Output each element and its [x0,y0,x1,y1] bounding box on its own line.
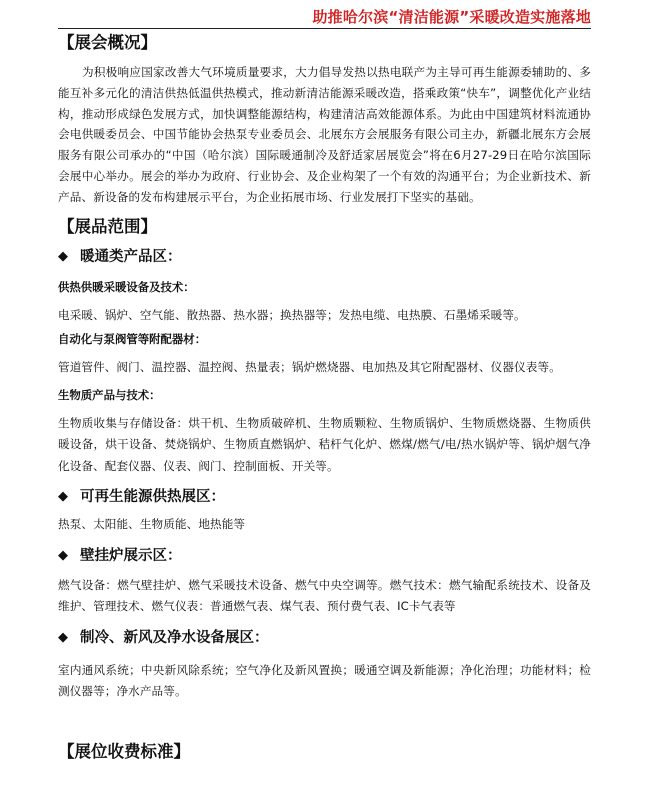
heating-equipment-text: 电采暖、锅炉、空气能、散热器、热水器；换热器等；发热电缆、电热膜、石墨烯采暖等。 [58,307,526,322]
hvac-zone-heading [58,247,591,267]
diamond-bullet-icon: ◆ [58,547,68,563]
diamond-bullet-icon: ◆ [58,629,68,645]
renewable-zone-text: 热泵、太阳能、生物质能、地热能等 [58,517,246,532]
renewable-zone-heading [58,487,591,507]
cooling-zone-text: 室内通风系统；中央新风除系统；空气净化及新风置换；暖通空调及新能源；净化治理；功能材料；检测仪器等；净水产品等。 [58,662,591,699]
cooling-zone-heading [58,628,591,648]
overview-heading: 【展会概况】 [58,33,157,52]
automation-fittings-text: 管道管件、阀门、温控器、温控阀、热量表；锅炉燃烧器、电加热及其它附配器材、仪器仪表等。 [58,360,561,375]
boiler-zone-title: 壁挂炉展示区： [80,547,182,564]
biomass-subheading: 生物质产品与技术： [58,387,161,402]
boiler-zone-heading [58,546,591,566]
biomass-text: 生物质收集与存储设备：烘干机、生物质破碎机、生物质颗粒、生物质锅炉、生物质燃烧器、生物质供暖设备，烘干设备、焚烧锅炉、生物质直燃锅炉、秸杆气化炉、燃煤/燃气/电/热水锅炉等、锅炉烟气净化设备、配套仪器、仪表、阀门、控制面板、开关等。 [58,415,591,473]
renewable-zone-title: 可再生能源供热展区： [80,489,225,506]
diamond-bullet-icon: ◆ [58,248,68,264]
fees-heading: 【展位收费标准】 [58,741,190,761]
document-body [58,32,591,763]
cooling-zone-title: 制冷、新风及净水设备展区： [80,629,269,646]
header-divider [58,28,591,29]
diamond-bullet-icon: ◆ [58,489,68,505]
boiler-zone-text: 燃气设备：燃气壁挂炉、燃气采暖技术设备、燃气中央空调等。燃气技术：燃气输配系统技术、设备及维护、管理技术、燃气仪表：普通燃气表、煤气表、预付费气表、IC卡气表等 [58,577,591,614]
header-title: 助推哈尔滨“清洁能源”采暖改造实施落地 [312,8,591,26]
hvac-zone-title: 暖通类产品区： [80,248,182,265]
automation-fittings-subheading: 自动化与泵阀管等附配器材： [58,332,207,347]
heating-equipment-subheading: 供热供暖采暖设备及技术： [58,279,195,294]
overview-paragraph: 为积极响应国家改善大气环境质量要求，大力倡导发热以热电联产为主导可再生能源委辅助的、多能互补多元化的清洁供热低温供热模式，推动新清洁能源采暖改造，搭乘政策“快车”，调整优化产业结构，推动形成绿色发展方式，加快调整能源结构，构建清洁高效能源体系。为此由中国建筑材料流通协会电供暖委员会、中国节能协会热泵专业委员会、北展东方会展服务有限公司主办，新疆北展东方会展服务有限公司承办的“中国（哈尔滨）国际暖通制冷及舒适家居展览会”将在6月27-29日在哈尔滨国际会展中心举办。展会的举办为政府、行业协会、及企业构架了一个有效的沟通平台；为企业新技术、新产品、新设备的发布构建展示平台，为企业拓展市场、行业发展打下坚实的基础。 [58,65,591,204]
page-header [0,0,649,30]
exhibits-heading: 【展品范围】 [58,216,157,236]
